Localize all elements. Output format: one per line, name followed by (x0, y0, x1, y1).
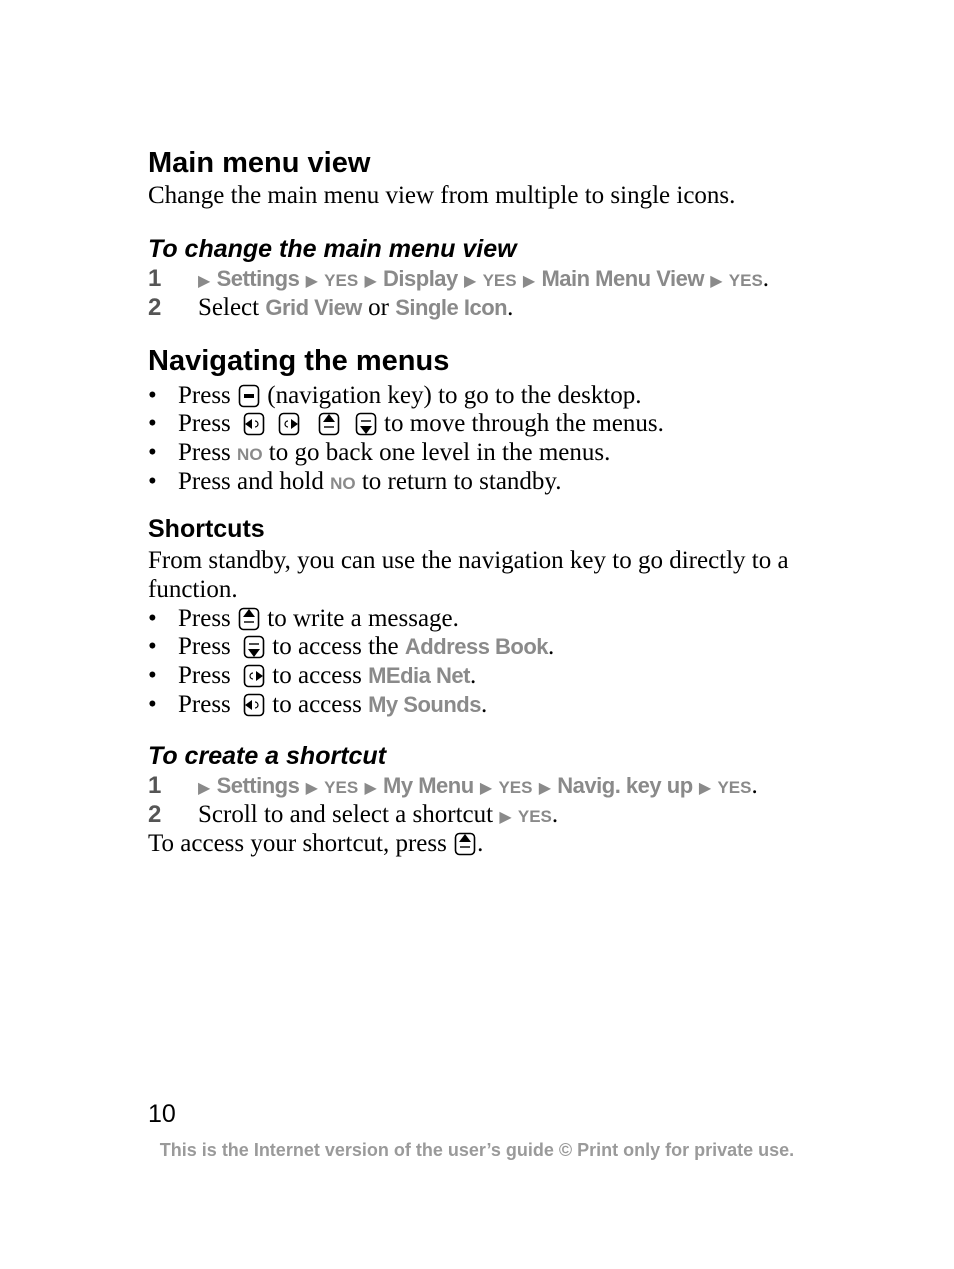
target-media-net: MEdia Net (368, 663, 470, 688)
no-key: NO (237, 445, 263, 464)
step-2-create-shortcut (148, 800, 828, 829)
yes-key: YES (728, 271, 763, 290)
bullet-text: to go back one level in the menus. (268, 439, 611, 466)
outro-text: To access your shortcut, press (148, 830, 447, 857)
section-title-main-menu-view: Main menu view (148, 147, 371, 179)
bullet-dot: • (148, 468, 157, 495)
arrow-icon: ▶ (538, 780, 552, 797)
step-number: 2 (148, 294, 162, 321)
bullet-item (148, 661, 828, 690)
navigation-key-left-icon (243, 693, 265, 717)
bullet-text: Press (178, 382, 231, 409)
menu-navig-key-up: Navig. key up (557, 773, 693, 798)
navigation-key-up-icon (454, 832, 476, 856)
no-key: NO (330, 474, 356, 493)
navigation-key-up-icon (318, 412, 340, 436)
navigation-key-right-icon (278, 412, 300, 436)
arrow-icon: ▶ (479, 780, 493, 797)
bullet-text: Press (178, 439, 231, 466)
bullet-item (148, 381, 828, 410)
period: . (469, 662, 477, 689)
bullet-item (148, 632, 828, 661)
step-number: 2 (148, 801, 162, 828)
option-single-icon: Single Icon (395, 295, 508, 320)
yes-key: YES (717, 778, 752, 797)
bullet-text: to access (272, 691, 362, 718)
step-text: Scroll to and select a shortcut (198, 801, 494, 828)
navigation-key-right-icon (243, 664, 265, 688)
bullet-text: to move through the menus. (384, 410, 664, 437)
shortcut-outro (148, 829, 828, 858)
bullet-text: to access (272, 662, 362, 689)
target-my-sounds: My Sounds (368, 692, 481, 717)
arrow-icon: ▶ (364, 273, 377, 290)
arrow-icon: ▶ (522, 273, 536, 290)
bullet-dot: • (148, 439, 157, 466)
bullet-text: to access the (272, 633, 399, 660)
bullet-text: to return to standby. (361, 468, 562, 495)
bullet-item (148, 409, 828, 438)
period: . (480, 691, 488, 718)
bullet-text: Press and hold (178, 468, 324, 495)
bullet-dot: • (148, 382, 157, 409)
arrow-icon: ▶ (198, 780, 211, 797)
menu-settings: Settings (216, 266, 300, 291)
step-text: or (368, 294, 389, 321)
navigation-key-down-icon (243, 635, 265, 659)
procedure-title-create-shortcut: To create a shortcut (148, 742, 387, 770)
bullet-text: Press (178, 605, 231, 632)
bullet-dot: • (148, 605, 157, 632)
bullet-text: Press (178, 410, 231, 437)
bullet-item (148, 604, 828, 633)
main-menu-view-intro: Change the main menu view from multiple to single icons. (148, 182, 736, 209)
bullet-item (148, 690, 828, 719)
period: . (477, 830, 484, 857)
period: . (548, 633, 555, 660)
bullet-text: (navigation key) to go to the desktop. (267, 382, 642, 409)
step-number: 1 (148, 265, 162, 292)
step-text: Select (198, 294, 260, 321)
page-number: 10 (148, 1100, 176, 1128)
target-address-book: Address Book (404, 634, 549, 659)
section-title-shortcuts: Shortcuts (148, 515, 265, 543)
bullet-text: to write a message. (267, 605, 459, 632)
navigation-key-up-icon (238, 607, 260, 631)
step-2-change-menu (148, 293, 828, 322)
shortcuts-intro: From standby, you can use the navigation key to go directly to a function. (148, 547, 789, 603)
bullet-dot: • (148, 662, 157, 689)
bullet-text: Press (178, 691, 231, 718)
procedure-title-change-main-menu: To change the main menu view (148, 235, 517, 263)
bullet-text: Press (178, 662, 231, 689)
option-grid-view: Grid View (265, 295, 362, 320)
yes-key: YES (324, 778, 359, 797)
yes-key: YES (324, 271, 359, 290)
arrow-icon: ▶ (305, 273, 318, 290)
bullet-dot: • (148, 633, 157, 660)
menu-my-menu: My Menu (383, 773, 474, 798)
arrow-icon: ▶ (364, 780, 377, 797)
yes-key: YES (498, 778, 533, 797)
arrow-icon: ▶ (499, 809, 512, 826)
arrow-icon: ▶ (710, 273, 723, 290)
step-1-create-shortcut (148, 771, 828, 800)
menu-display: Display (383, 266, 458, 291)
period: . (751, 772, 758, 799)
bullet-item (148, 467, 828, 496)
navigation-key-down-icon (355, 412, 377, 436)
navigation-key-left-icon (243, 412, 265, 436)
period: . (762, 265, 770, 292)
arrow-icon: ▶ (698, 780, 712, 797)
navigation-key-center-icon (238, 384, 260, 408)
menu-settings: Settings (216, 773, 300, 798)
bullet-item (148, 438, 828, 467)
arrow-icon: ▶ (464, 273, 477, 290)
bullet-dot: • (148, 410, 157, 437)
step-number: 1 (148, 772, 162, 799)
menu-main-menu-view: Main Menu View (541, 266, 704, 291)
step-1-change-menu (148, 264, 828, 293)
period: . (551, 801, 559, 828)
bullet-text: Press (178, 633, 231, 660)
arrow-icon: ▶ (198, 273, 211, 290)
yes-key: YES (517, 807, 552, 826)
bullet-dot: • (148, 691, 157, 718)
period: . (507, 294, 514, 321)
footer-note: This is the Internet version of the user’s guide © Print only for private use. (159, 1140, 795, 1160)
yes-key: YES (482, 271, 517, 290)
section-title-navigating-menus: Navigating the menus (148, 345, 450, 377)
arrow-icon: ▶ (305, 780, 318, 797)
